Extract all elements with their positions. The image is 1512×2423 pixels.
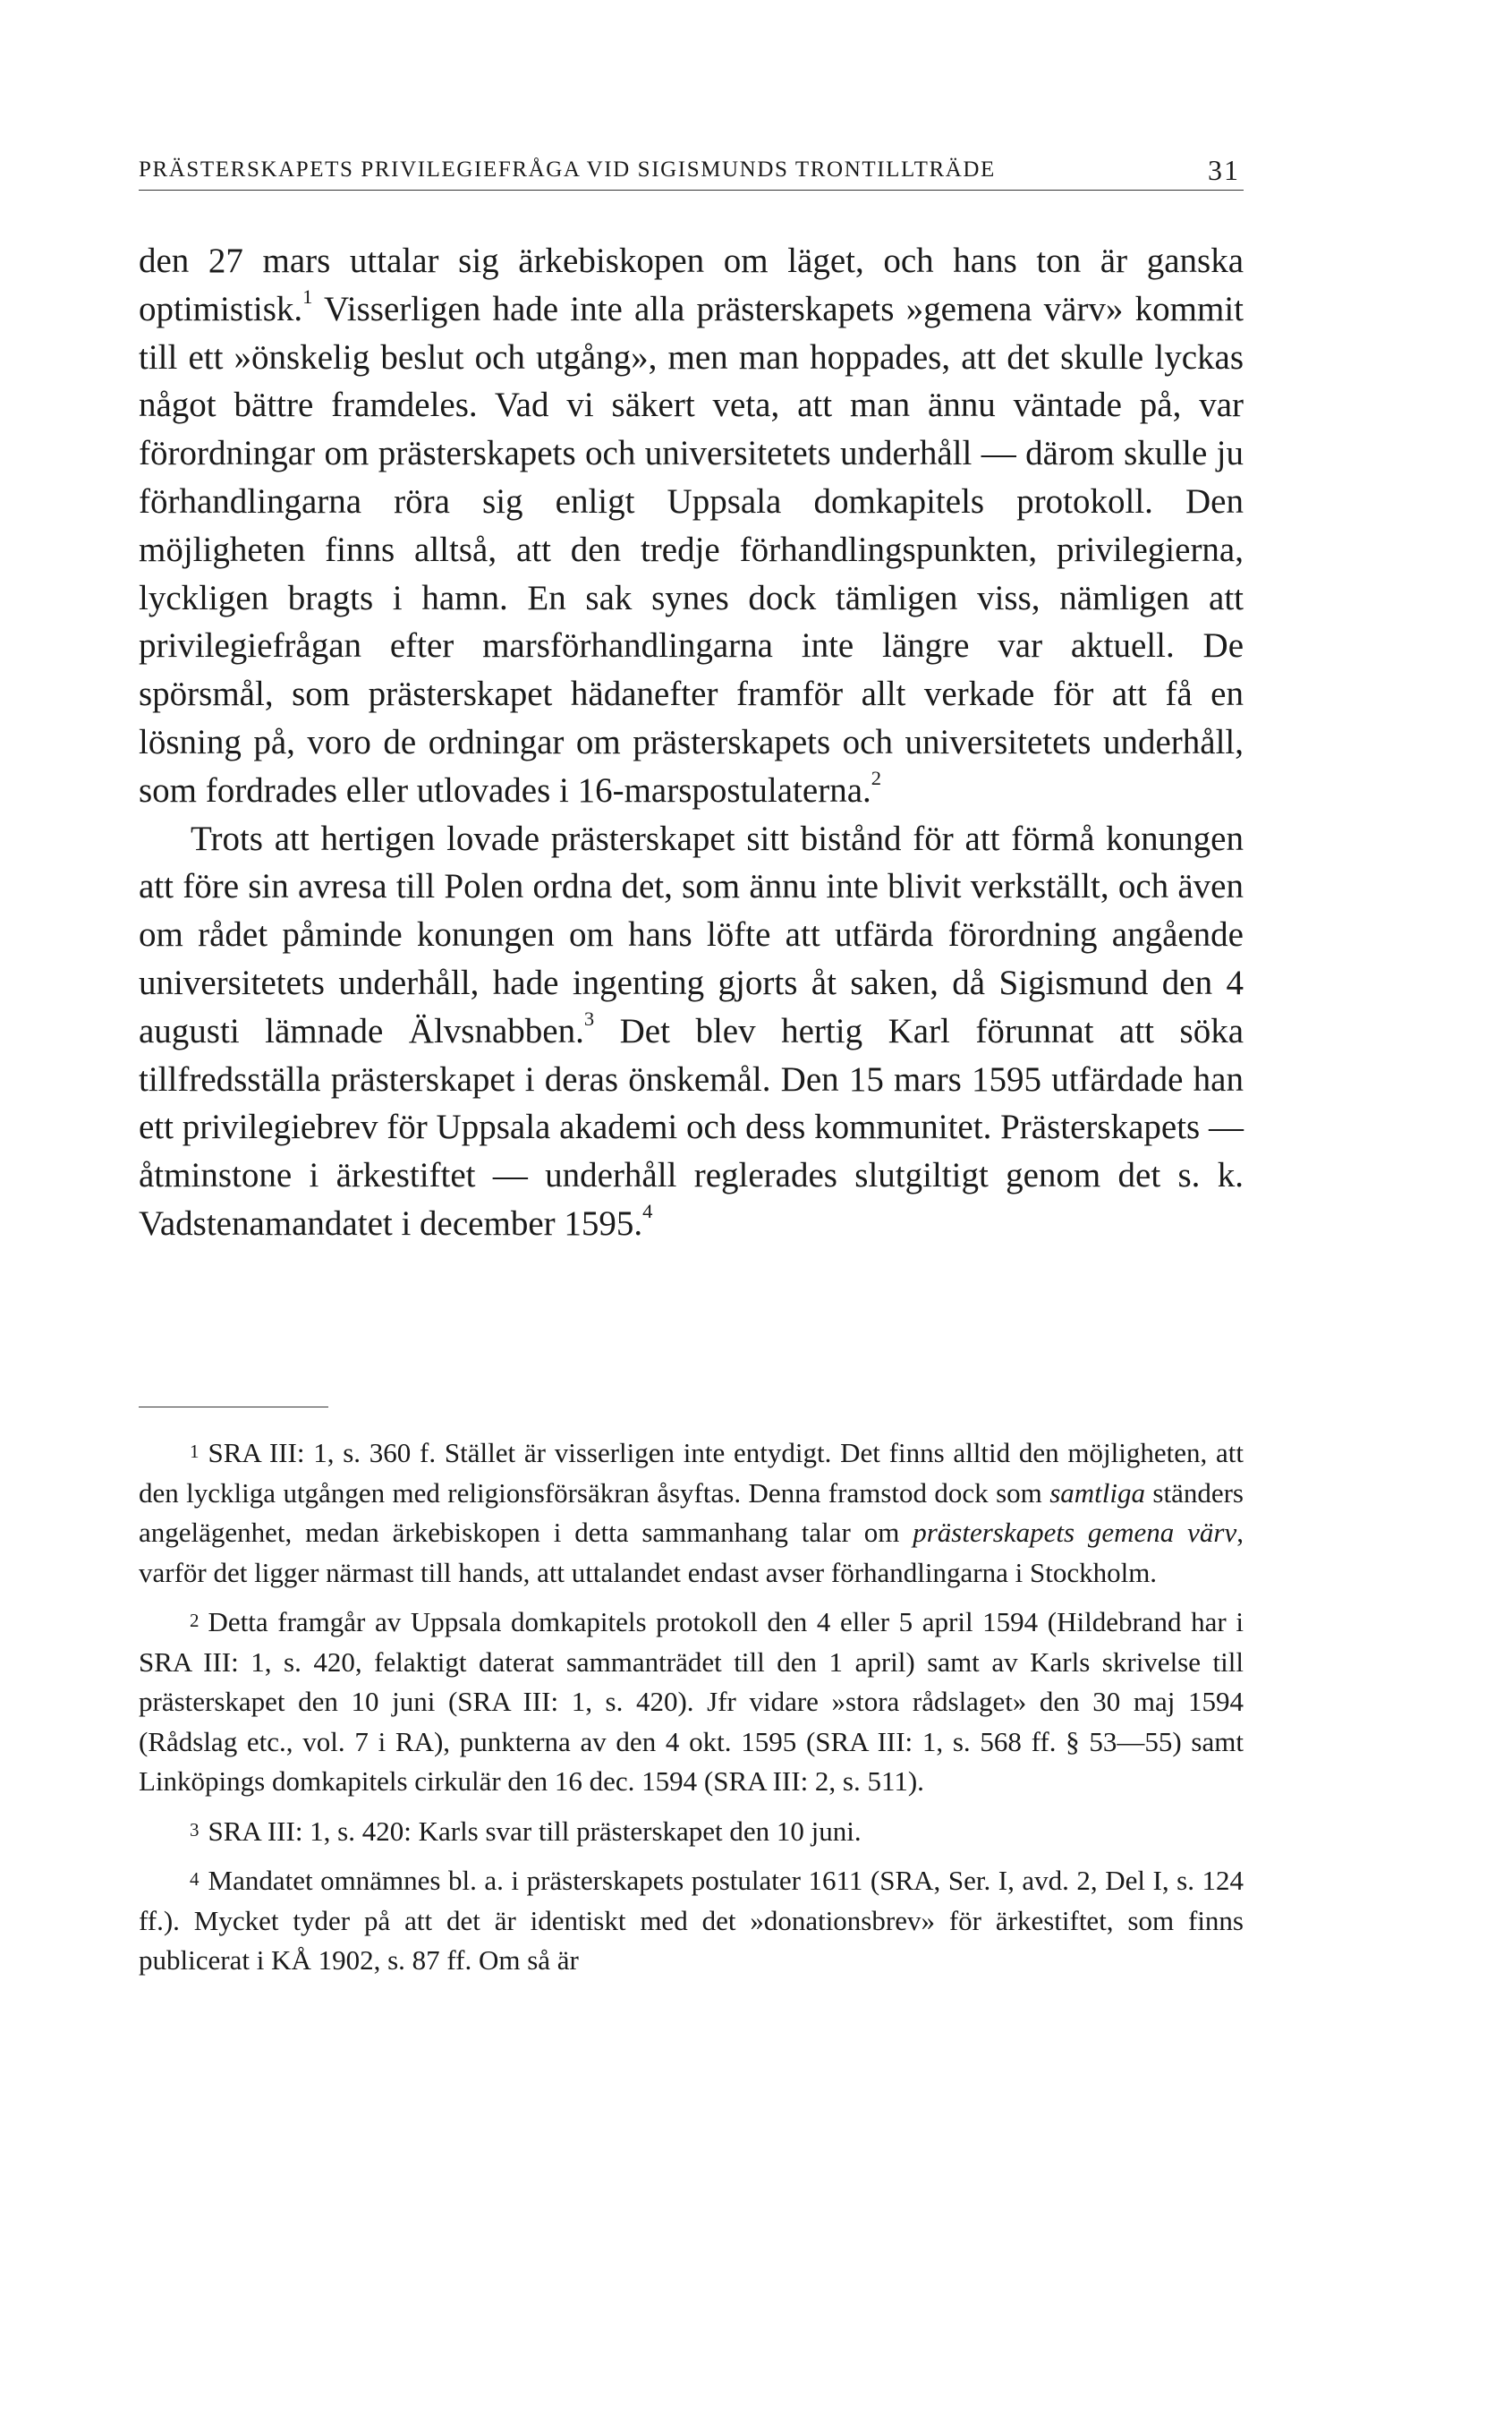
footnote-1-emphasis-1: samtliga (1049, 1476, 1145, 1509)
footnote-3-number: 3 (190, 1818, 200, 1841)
paragraph-2 (139, 815, 1244, 1248)
footnote-3-text: SRA III: 1, s. 420: Karls svar till prästerskapet den 10 juni. (208, 1815, 862, 1847)
paragraph-1-text-b: Visserligen hade inte alla prästerskapets »gemena värv» kommit till ett »önskelig beslut och utgång», men man hoppades, att det skulle lyckas något bättre framdeles. Vad vi säkert veta, att man ännu väntade på, var förordningar om prästerskapets och universitetets underhåll — därom skulle ju förhandlingarna röra sig enligt Uppsala domkapitels protokoll. Den möjligheten finns alltså, att den tredje förhandlingspunkten, privilegierna, lyckligen bragts i hamn. En sak synes dock tämligen viss, nämligen att privilegiefrågan efter marsförhandlingarna inte längre var aktuell. De spörsmål, som prästerskapet hädanefter framför allt verkade för att få en lösning på, voro de ordningar om prästerskapets och universitetets underhåll, som fordrades eller utlovades i 16-marspostulaterna. (139, 289, 1244, 810)
paragraph-2-text-b: Det blev hertig Karl förunnat att söka tillfredsställa prästerskapet i deras önskemål. Den 15 mars 1595 utfärdade han ett privilegiebrev för Uppsala akademi och dess kommunitet. Prästerskapets — åtminstone i ärkestiftet — underhåll reglerades slutgiltigt genom det s. k. Vadstenamandatet i december 1595. (139, 1011, 1244, 1243)
paragraph-1-text-a: den 27 mars uttalar sig ärkebiskopen om läget, och hans ton är ganska optimistisk. (139, 242, 1244, 328)
footnote-2 (139, 1601, 1244, 1802)
footnote-4-number: 4 (190, 1868, 200, 1890)
page-number: 31 (1208, 154, 1240, 186)
footnote-3 (139, 1810, 1244, 1852)
footnotes (139, 1432, 1244, 1989)
footnote-1-number: 1 (190, 1441, 200, 1462)
footnote-ref-2: 2 (871, 766, 882, 789)
footnote-1-text-c: , varför det ligger närmast till hands, att uttalandet endast avser förhandlingarna i Stockholm. (139, 1517, 1244, 1588)
footnote-1 (139, 1432, 1244, 1593)
footnote-ref-1: 1 (302, 285, 313, 308)
running-header (139, 154, 1244, 191)
footnote-4-text: Mandatet omnämnes bl. a. i prästerskapets postulater 1611 (SRA, Ser. I, avd. 2, Del I, s. 124 ff.). Mycket tyder på att det är identiskt med det »donationsbrev» för ärkestiftet, som finns publicerat i KÅ 1902, s. 87 ff. Om så är (139, 1865, 1244, 1976)
footnote-1-text-b: ständers angelägenhet, medan ärkebiskopen i detta sammanhang talar om (139, 1476, 1244, 1548)
footnote-2-number: 2 (190, 1610, 200, 1631)
paragraph-1 (139, 237, 1244, 815)
footnote-ref-4: 4 (642, 1199, 653, 1222)
footnote-1-text-a: SRA III: 1, s. 360 f. Stället är visserligen inte entydigt. Det finns alltid den möjligheten, att den lyckliga utgången med religionsförsäkran åsyftas. Denna framstod dock som (139, 1437, 1244, 1509)
footnote-4 (139, 1859, 1244, 1981)
footnote-2-text: Detta framgår av Uppsala domkapitels protokoll den 4 eller 5 april 1594 (Hildebrand har i SRA III: 1, s. 420, felaktigt daterat sammanträdet till den 1 april) samt av Karls skrivelse till prästerskapet den 10 juni (SRA III: 1, s. 420). Jfr vidare »stora rådslaget» den 30 maj 1594 (Rådslag etc., vol. 7 i RA), punkterna av den 4 okt. 1595 (SRA III: 1, s. 568 ff. § 53—55) samt Linköpings domkapitels cirkulär den 16 dec. 1594 (SRA III: 2, s. 511). (139, 1606, 1244, 1797)
paragraph-2-text-a: Trots att hertigen lovade prästerskapet sitt bistånd för att förmå konungen att före sin avresa till Polen ordna det, som ännu inte blivit verkställt, och även om rådet påminde konungen om hans löfte att utfärda förordning angående universitetets underhåll, hade ingenting gjorts åt saken, då Sigismund den 4 augusti lämnade Älvsnabben. (139, 819, 1244, 1050)
footnote-ref-3: 3 (583, 1007, 595, 1030)
main-text (139, 237, 1244, 1248)
running-title: PRÄSTERSKAPETS PRIVILEGIEFRÅGA VID SIGISMUNDS TRONTILLTRÄDE (139, 157, 996, 182)
footnote-1-emphasis-2: prästerskapets gemena värv (913, 1517, 1237, 1548)
